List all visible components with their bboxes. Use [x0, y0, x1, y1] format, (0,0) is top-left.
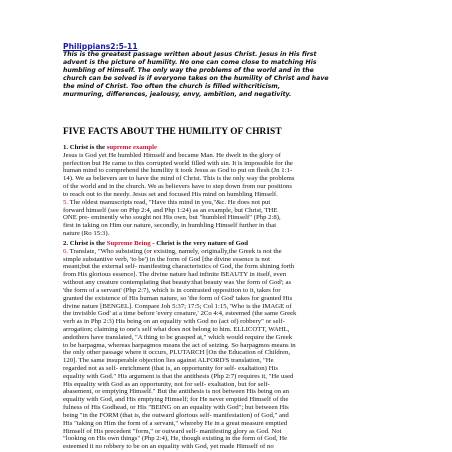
- body-text: meant;but the external self- manifesting characteristics of God, the form shining forth: [63, 263, 295, 271]
- body-text: "looking on His own things" (Php 2:4), He, though existing in the form of God, He: [63, 435, 288, 443]
- section-1-point-5: [63, 199, 397, 238]
- body-text: fulness of His Godhead, or His "BEING on an equality with God"; but between His: [63, 404, 289, 412]
- body-text: 120]. The same insuperable objection lies against ALFORD'S translation, "He: [63, 357, 274, 365]
- body-text: simple substantive verb, 'to be') in the form of God [the divine essence is not: [63, 255, 270, 263]
- intro-line: murmuring, differences, jealousy, envy, ambition, and negativity.: [63, 90, 292, 98]
- point-number: 6.: [63, 247, 69, 255]
- body-line: [63, 207, 397, 215]
- section-2: [63, 240, 397, 451]
- point-text: nature (Ro 15:3).: [63, 229, 110, 237]
- body-line: [63, 263, 397, 271]
- body-text: to be harpagma, whereas harpagmos means the act of seizing. So harpagmos means in: [63, 341, 296, 349]
- body-line: [63, 230, 397, 238]
- body-line: perfection but He came to this corrupted world filled with sin. It is impossible for the: [63, 159, 293, 167]
- point-text: ONE pre- eminently who sought not His own, but "humbled Himself" (Php 2:8),: [63, 214, 281, 222]
- section-1: [63, 144, 397, 238]
- scripture-reference-link[interactable]: Philippians2:5-11: [63, 42, 138, 51]
- intro-line: This is the greatest passage written about Jesus Christ. Jesus in His first: [63, 51, 317, 58]
- body-text: without any creature contemplating that beauty:that beauty was 'the form of God'; as: [63, 279, 292, 287]
- body-text: esteemed it no robbery to be on an equality with God, yet made Himself of no: [63, 443, 274, 451]
- body-line: [63, 279, 397, 287]
- body-line: [63, 214, 397, 222]
- section-2-body: [63, 248, 397, 451]
- body-text: the invisible God' at a time before 'every creature,' 2Co 4:4, esteemed (the same Greek: [63, 310, 297, 318]
- point-text: forward himself (see on Php 2:4, and Php 1:24) as an example, but Christ, THE: [63, 206, 278, 214]
- body-text: from His glorious essence]. The divine nature had infinite BEAUTY in itself, even: [63, 271, 287, 279]
- body-line: [63, 428, 397, 436]
- body-text: equality with God." His argument is that the antithesis (Php 2:7) requires it, "He used: [63, 372, 294, 380]
- body-text: His equality with God as an opportunity, not for self- exaltation, but for self-: [63, 380, 270, 388]
- body-line: [63, 396, 397, 404]
- section-2-title-suffix: - Christ is the very nature of God: [150, 240, 249, 247]
- body-line: [63, 271, 397, 279]
- body-line: [63, 222, 397, 230]
- intro-line: the mind of Christ. Too often the church is filled withcriticism,: [63, 82, 281, 90]
- intro-line: church can be solved is if everyone takes on the humility of Christ and have: [63, 74, 329, 82]
- intro-line: humbling of Himself. The only way the problems of the world and in the: [63, 66, 314, 74]
- body-text: the only other passage where it occurs, PLUTARCH [On the Education of Children,: [63, 349, 291, 357]
- body-text: divine nature [BENGEL]. Compare Joh 5:37; 17:5; Col 1:15, 'Who is the IMAGE of: [63, 302, 292, 310]
- body-line: [63, 310, 397, 318]
- section-1-body: [63, 152, 397, 199]
- body-text: regarded not as self- enrichment (that is, an opportunity for self- exaltation) His: [63, 365, 278, 372]
- body-line: [63, 412, 397, 420]
- body-text: andothers have translated, "A thing to be grasped at," which would require the Greek: [63, 333, 293, 341]
- body-line: Jesus is God yet He humbled Himself and became Man. He dwelt in the glory of: [63, 151, 281, 159]
- body-line: to reach out to the needy. Jesus set and focused His mind on humbling Himself.: [63, 190, 278, 198]
- body-line: [63, 404, 397, 412]
- body-text: being "in the FORM (that is, the outward glorious self- manifestation) of God," and: [63, 411, 289, 419]
- body-line: 14). We as believers are to have the mind of Christ. This is the only way the problems: [63, 175, 295, 183]
- intro-line: advent is the picture of humility. No one can come close to matching His: [63, 58, 317, 66]
- body-line: [63, 303, 397, 311]
- section-2-title-highlight: Supreme Being: [106, 240, 151, 247]
- body-line: [63, 342, 397, 350]
- body-text: granted the existence of His human nature, so 'the form of God' takes for granted His: [63, 294, 293, 302]
- section-2-title: [63, 240, 397, 248]
- body-line: [63, 334, 397, 342]
- body-line: of the world and in the church. We as believers have to step down from our positions: [63, 183, 292, 191]
- body-line: human mind to comprehend the humility it took Jesus as God to put on flesh (Jn 1:1-: [63, 167, 293, 175]
- point-text: first in taking on Him our nature, secondly, in humbling Himself further in that: [63, 222, 277, 230]
- intro-paragraph: [63, 51, 393, 98]
- body-line: [63, 318, 397, 326]
- body-text: Translate, "Who subsisting (or existing, namely, originally,the Greek is not the: [68, 247, 282, 255]
- body-line: [63, 365, 397, 373]
- main-heading: FIVE FACTS ABOUT THE HUMILITY OF CHRIST: [63, 127, 282, 137]
- body-line: [63, 373, 397, 381]
- body-line: [63, 357, 397, 365]
- body-line: [63, 295, 397, 303]
- body-line: [63, 420, 397, 428]
- body-line: [63, 287, 397, 295]
- body-text: Himself of His precedent "form," or outward self- manifesting glory as God. Not: [63, 427, 282, 435]
- body-line: [63, 381, 397, 389]
- body-line: [63, 435, 397, 443]
- body-text: 'the form of a servant' (Php 2:7), which is in contrasted opposition to it, takes for: [63, 286, 281, 294]
- body-line: [63, 349, 397, 357]
- body-text: equality with God, and His emptying Himself; for He never emptied Himself of the: [63, 396, 289, 404]
- body-line: [63, 248, 397, 256]
- point-text: The oldest manuscripts read, "Have this mind in you,"&c. He does not put: [68, 198, 271, 206]
- body-line: [63, 199, 397, 207]
- point-number: 5.: [63, 198, 69, 206]
- body-line: [63, 326, 397, 334]
- body-text: His "taking on Him the form of a servant," whereby He in a great measure emptied: [63, 419, 288, 427]
- section-1-title-highlight: supreme example: [106, 144, 157, 151]
- body-text: abasement, or emptying Himself." But the antithesis is not between His being on an: [63, 388, 290, 396]
- body-line: [63, 443, 397, 451]
- section-1-title: [63, 144, 397, 152]
- body-text: verb as in Php 2:3) His being on an equality with God no (act of) robbery" or self-: [63, 318, 285, 326]
- body-line: [63, 256, 397, 264]
- section-2-title-prefix: 2. Christ is the: [63, 240, 107, 247]
- body-line: [63, 388, 397, 396]
- section-1-title-prefix: 1. Christ is the: [63, 144, 107, 151]
- body-text: arrogation; claiming to one's self what does not belong to him. ELLICOTT, WAHL,: [63, 325, 290, 333]
